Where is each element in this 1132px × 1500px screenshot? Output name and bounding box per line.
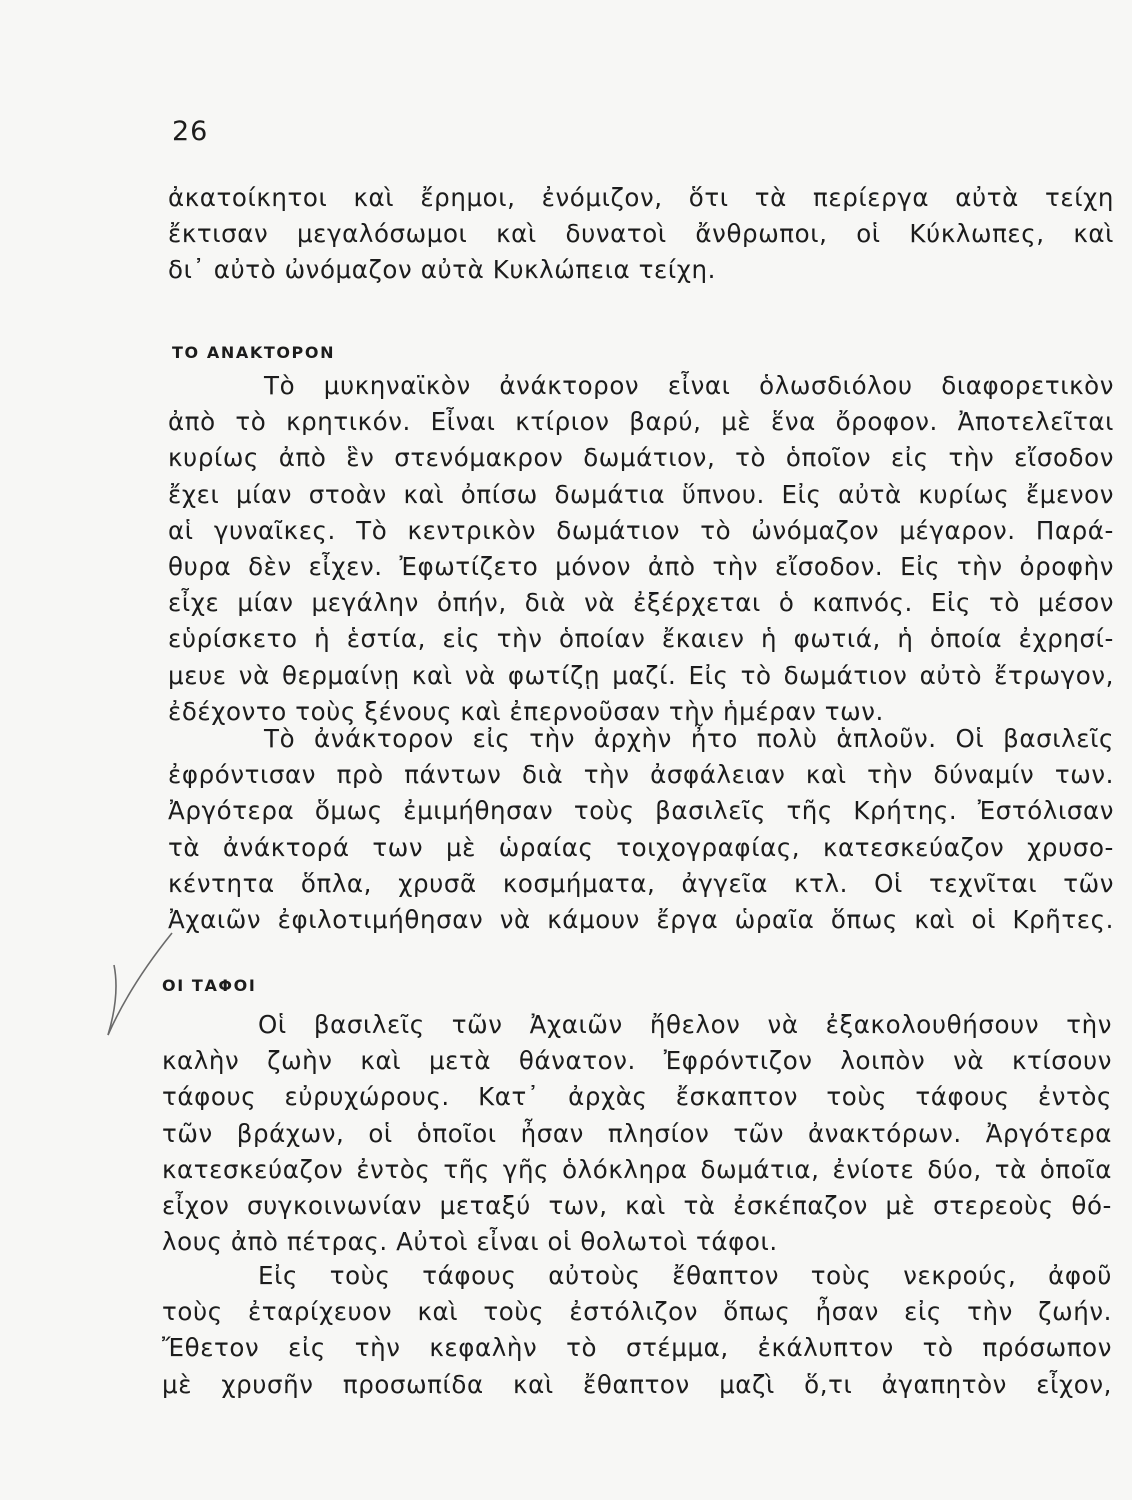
text-line: τάφους εὐρυχώρους. Κατ᾽ ἀρχὰς ἔσκαπτον τοὺς τάφους ἐντὸς [162,1082,1112,1112]
text-line: μευε νὰ θερμαίνῃ καὶ νὰ φωτίζῃ μαζί. Εἰς τὸ δωμάτιον αὐτὸ ἔτρωγον, [168,660,1114,690]
text-line: ἐδέχοντο τοὺς ξένους καὶ ἐπερνοῦσαν τὴν ἡμέραν των. [168,696,884,726]
section-heading-tombs: ΟΙ ΤΑΦΟΙ [162,976,257,995]
text-line: κυρίως ἀπὸ ἓν στενόμακρον δωμάτιον, τὸ ὁποῖον εἰς τὴν εἴσοδον [168,443,1114,473]
palace-paragraph-1 [168,368,1114,730]
tombs-paragraph-2 [162,1258,1112,1403]
text-line: Ἀχαιῶν ἐφιλοτιμήθησαν νὰ κάμουν ἔργα ὡραῖα ὅπως καὶ οἱ Κρῆτες. [168,905,1114,935]
text-line: θυρα δὲν εἶχεν. Ἐφωτίζετο μόνον ἀπὸ τὴν εἴσοδον. Εἰς τὴν ὀροφὴν [168,552,1114,582]
text-line: τοὺς ἐταρίχευον καὶ τοὺς ἐστόλιζον ὅπως ἦσαν εἰς τὴν ζωήν. [162,1297,1112,1327]
text-line: τῶν βράχων, οἱ ὁποῖοι ἦσαν πλησίον τῶν ἀνακτόρων. Ἀργότερα [162,1118,1112,1148]
intro-paragraph [168,180,1114,289]
text-line: λους ἀπὸ πέτρας. Αὐτοὶ εἶναι οἱ θολωτοὶ τάφοι. [162,1227,778,1257]
text-line: εὑρίσκετο ἡ ἑστία, εἰς τὴν ὁποίαν ἔκαιεν ἡ φωτιά, ἡ ὁποία ἐχρησί- [168,624,1114,654]
text-line: τὰ ἀνάκτορά των μὲ ὡραίας τοιχογραφίας, κατεσκεύαζον χρυσο- [168,832,1114,862]
text-line: εἶχε μίαν μεγάλην ὀπήν, διὰ νὰ ἐξέρχεται ὁ καπνός. Εἰς τὸ μέσον [168,588,1114,618]
text-line: αἱ γυναῖκες. Τὸ κεντρικὸν δωμάτιον τὸ ὠνόμαζον μέγαρον. Παρά- [168,515,1114,545]
text-line: κέντητα ὅπλα, χρυσᾶ κοσμήματα, ἀγγεῖα κτλ. Οἱ τεχνῖται τῶν [168,868,1114,898]
text-line: Τὸ μυκηναϊκὸν ἀνάκτορον εἶναι ὁλωσδιόλου διαφορετικὸν [264,371,1114,400]
palace-paragraph-2 [168,721,1114,938]
text-line: Ἔθετον εἰς τὴν κεφαλὴν τὸ στέμμα, ἐκάλυπτον τὸ πρόσωπον [162,1333,1112,1363]
page-number: 26 [172,116,209,147]
section-heading-palace: ΤΟ ΑΝΑΚΤΟΡΟΝ [172,343,336,362]
text-line: εἶχον συγκοινωνίαν μεταξύ των, καὶ τὰ ἐσκέπαζον μὲ στερεοὺς θό- [162,1191,1112,1221]
text-line: ἀπὸ τὸ κρητικόν. Εἶναι κτίριον βαρύ, μὲ ἕνα ὄροφον. Ἀποτελεῖται [168,407,1114,437]
text-line: μὲ χρυσῆν προσωπίδα καὶ ἔθαπτον μαζὶ ὅ,τι ἀγαπητὸν εἶχον, [162,1369,1112,1399]
text-line: ἀκατοίκητοι καὶ ἔρημοι, ἐνόμιζον, ὅτι τὰ περίεργα αὐτὰ τείχη [168,183,1114,212]
text-line: καλὴν ζωὴν καὶ μετὰ θάνατον. Ἐφρόντιζον λοιπὸν νὰ κτίσουν [162,1046,1112,1076]
text-line: ἔκτισαν μεγαλόσωμοι καὶ δυνατοὶ ἄνθρωποι, οἱ Κύκλωπες, καὶ [168,219,1114,249]
text-line: Τὸ ἀνάκτορον εἰς τὴν ἀρχὴν ἦτο πολὺ ἁπλοῦν. Οἱ βασιλεῖς [264,724,1114,753]
text-line: Εἰς τοὺς τάφους αὐτοὺς ἔθαπτον τοὺς νεκρούς, ἀφοῦ [258,1261,1112,1290]
text-line: ἐφρόντισαν πρὸ πάντων διὰ τὴν ἀσφάλειαν καὶ τὴν δύναμίν των. [168,760,1114,790]
text-line: δι᾽ αὐτὸ ὠνόμαζον αὐτὰ Κυκλώπεια τείχη. [168,255,716,285]
text-line: ἔχει μίαν στοὰν καὶ ὀπίσω δωμάτια ὕπνου. Εἰς αὐτὰ κυρίως ἔμενον [168,479,1114,509]
text-line: Οἱ βασιλεῖς τῶν Ἀχαιῶν ἤθελον νὰ ἐξακολουθήσουν τὴν [258,1010,1112,1039]
text-line: κατεσκεύαζον ἐντὸς τῆς γῆς ὁλόκληρα δωμάτια, ἐνίοτε δύο, τὰ ὁποῖα [162,1154,1112,1184]
text-line: Ἀργότερα ὅμως ἐμιμήθησαν τοὺς βασιλεῖς τῆς Κρήτης. Ἐστόλισαν [168,796,1114,826]
tombs-paragraph-1 [162,1007,1112,1260]
